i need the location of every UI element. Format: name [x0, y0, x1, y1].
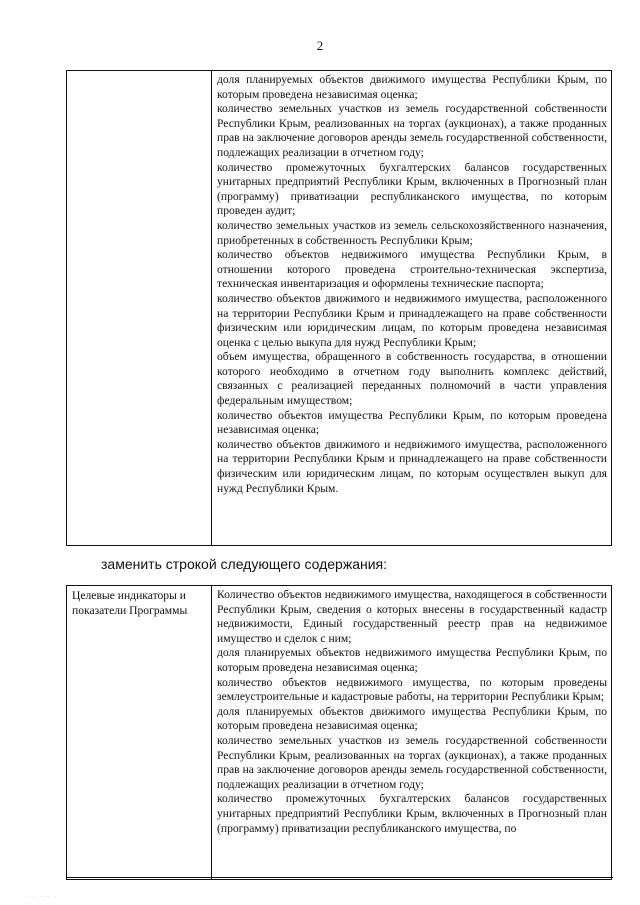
page-number: 2: [316, 38, 324, 53]
indicator-paragraph: количество объектов движимого и недвижимого имущества, расположенного на территории Республики Крым и принадлежащего на праве собственности физическим или юридическим лицам, по которым проведена независимая оценка с целью выкупа для нужд Республики Крым;: [217, 291, 607, 349]
table-row: [67, 586, 612, 880]
table-right-cell: [212, 586, 612, 880]
indicator-paragraph: количество объектов имущества Республики Крым, по которым проведена независимая оценка;: [217, 408, 607, 437]
indicator-paragraph: количество объектов недвижимого имущества Республики Крым, в отношении которого проведена строительно-техническая экспертиза, техническая инвентаризация и оформлены технические паспорта;: [217, 248, 607, 291]
indicators-table-old: [66, 70, 612, 546]
indicator-paragraph: количество промежуточных бухгалтерских балансов государственных унитарных предприятий Республики Крым, включенных в Прогнозный план (программу) приватизации республиканского имущества, по: [217, 792, 607, 835]
indicator-paragraph: доля планируемых объектов движимого имущества Республики Крым, по которым проведена независимая оценка;: [217, 704, 607, 733]
indicator-paragraph: количество земельных участков из земель сельскохозяйственного назначения, приобретенных в собственность Республики Крым;: [217, 218, 607, 247]
indicator-paragraph: объем имущества, обращенного в собственность государства, в отношении которого необходимо в отчетном году выполнить комплекс действий, связанных с реализацией переданных полномочий в части управления федеральным имуществом;: [217, 350, 607, 408]
indicator-paragraph: Количество объектов недвижимого имущества, находящегося в собственности Республики Крым, сведения о которых внесены в государственный кадастр недвижимости, Единый государственный реестр прав на недвижимое имущество и сделок с ним;: [217, 588, 607, 645]
replace-instruction: заменить строкой следующего содержания:: [101, 556, 388, 572]
indicator-paragraph: количество объектов недвижимого имущества, по которым проведены землеустроительные и кадастровые работы, на территории Республики Крым;: [217, 675, 607, 704]
table-row: [67, 71, 612, 546]
table-right-cell: [212, 71, 612, 546]
table-bottom-border: [66, 877, 613, 878]
indicator-paragraph: количество земельных участков из земель государственной собственности Республики Крым, реализованных на торгах (аукционах), а также проданных прав на заключение договоров аренды земель государственной собственности, подлежащих реализации в отчетном году;: [217, 733, 607, 791]
indicator-paragraph: количество объектов движимого и недвижимого имущества, расположенного на территории Республики Крым и принадлежащего на праве собственности физическим или юридическим лицам, по которым осуществлен выкуп для нужд Республики Крым.: [217, 437, 607, 495]
indicator-paragraph: количество промежуточных бухгалтерских балансов государственных унитарных предприятий Республики Крым, включенных в Прогнозный план (программу) приватизации республиканского имущества, по которым проведен аудит;: [217, 160, 607, 218]
table-left-cell: [67, 71, 212, 546]
table-left-cell: Целевые индикаторы и показатели Программы: [67, 586, 212, 880]
indicator-paragraph: доля планируемых объектов недвижимого имущества Республики Крым, по которым проведена независимая оценка;: [217, 646, 607, 674]
scan-artifact: · · · ·· ·: [28, 894, 58, 901]
indicator-paragraph: доля планируемых объектов движимого имущества Республики Крым, по которым проведена независимая оценка;: [217, 73, 607, 101]
indicator-paragraph: количество земельных участков из земель государственной собственности Республики Крым, реализованных на торгах (аукционах), а также проданных прав на заключение договоров аренды земель государственной собственности, подлежащих реализации в отчетном году;: [217, 102, 607, 159]
indicators-table-new: [66, 585, 612, 880]
